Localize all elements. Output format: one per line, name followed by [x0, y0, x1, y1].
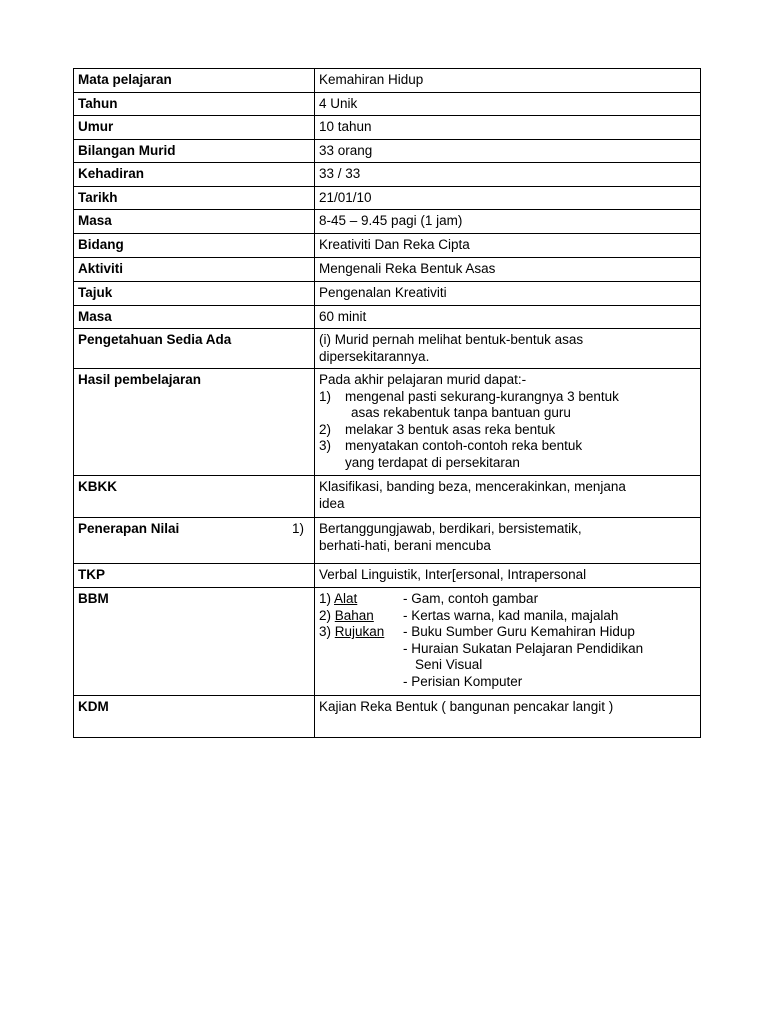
bbm-key: [319, 624, 403, 641]
table-row: [74, 282, 701, 306]
table-row: [74, 369, 701, 476]
item-text: melakar 3 bentuk asas reka bentuk: [345, 421, 556, 437]
row-label: Tahun: [74, 93, 315, 116]
bbm-key-text: Alat: [334, 591, 358, 606]
row-value: 8-45 – 9.45 pagi (1 jam): [315, 210, 701, 234]
row-value: [315, 518, 701, 564]
row-value: 21/01/10: [315, 187, 701, 210]
bbm-value: - Buku Sumber Guru Kemahiran Hidup: [403, 624, 635, 639]
item-number: 1): [292, 521, 305, 536]
row-value: [315, 329, 701, 369]
nilai-label-wrap: [78, 521, 310, 538]
row-value: [315, 369, 701, 476]
row-value: Mengenali Reka Bentuk Asas: [315, 258, 701, 282]
text-line: Pada akhir pelajaran murid dapat:-: [319, 372, 527, 387]
row-label: Aktiviti: [74, 258, 315, 282]
row-label: [74, 518, 315, 564]
row-value: Kreativiti Dan Reka Cipta: [315, 234, 701, 258]
row-label: TKP: [74, 564, 315, 588]
bbm-item: [319, 608, 696, 625]
text-line: dipersekitarannya.: [319, 348, 430, 364]
row-label: KBKK: [74, 476, 315, 518]
row-value: 4 Unik: [315, 93, 701, 116]
bbm-key-text: Rujukan: [334, 624, 385, 639]
row-label: BBM: [74, 588, 315, 696]
bbm-key: [319, 591, 403, 608]
row-label: KDM: [74, 696, 315, 738]
item-number: 2): [319, 421, 332, 437]
table-row: [74, 518, 701, 564]
table-row: [74, 187, 701, 210]
table-row: [74, 234, 701, 258]
bbm-value: - Kertas warna, kad manila, majalah: [403, 607, 619, 623]
row-label: Masa: [74, 210, 315, 234]
text-line: Klasifikasi, banding beza, mencerakinkan, menjana: [319, 479, 626, 494]
row-label: Pengetahuan Sedia Ada: [74, 329, 315, 369]
row-label: Bidang: [74, 234, 315, 258]
text-line: berhati-hati, berani mencuba: [319, 537, 491, 553]
row-value: Pengenalan Kreativiti: [315, 282, 701, 306]
bbm-key: [319, 608, 403, 625]
bbm-item: [319, 591, 696, 608]
list-item: [319, 438, 696, 455]
row-value: 33 / 33: [315, 163, 701, 187]
row-value: Verbal Linguistik, Inter[ersonal, Intrapersonal: [315, 564, 701, 588]
item-text: mengenal pasti sekurang-kurangnya 3 bentuk: [345, 388, 619, 404]
table-row: [74, 93, 701, 116]
row-value: Kajian Reka Bentuk ( bangunan pencakar langit ): [315, 696, 701, 738]
row-label: Masa: [74, 306, 315, 329]
bbm-value: Seni Visual: [415, 657, 483, 672]
item-number: 2): [319, 607, 332, 623]
label-text: Penerapan Nilai: [78, 521, 180, 536]
row-value: 10 tahun: [315, 116, 701, 140]
bbm-key-text: Bahan: [334, 607, 374, 623]
lesson-plan-table: [73, 68, 701, 738]
row-label: Tajuk: [74, 282, 315, 306]
text-line: (i) Murid pernah melihat bentuk-bentuk asas: [319, 332, 584, 347]
table-row: [74, 588, 701, 696]
item-continuation: yang terdapat di persekitaran: [345, 454, 520, 470]
table-row: [74, 306, 701, 329]
item-number: 3): [319, 438, 332, 453]
list-item: [319, 389, 696, 406]
row-label: Umur: [74, 116, 315, 140]
bbm-item: [319, 624, 696, 641]
item-number: 1): [319, 591, 332, 606]
item-number: 3): [319, 624, 332, 639]
item-continuation: asas rekabentuk tanpa bantuan guru: [351, 405, 571, 420]
table-row: [74, 140, 701, 163]
list-item: [319, 422, 696, 439]
text-line: Bertanggungjawab, berdikari, bersistematik,: [319, 521, 582, 536]
table-row: [74, 696, 701, 738]
row-value: 33 orang: [315, 140, 701, 163]
item-text: menyatakan contoh-contoh reka bentuk: [345, 438, 583, 453]
row-value: 60 minit: [315, 306, 701, 329]
row-label: Mata pelajaran: [74, 69, 315, 93]
row-value: Kemahiran Hidup: [315, 69, 701, 93]
table-row: [74, 564, 701, 588]
table-row: [74, 69, 701, 93]
table-row: [74, 163, 701, 187]
table-row: [74, 476, 701, 518]
row-label: Tarikh: [74, 187, 315, 210]
bbm-value: - Perisian Komputer: [403, 673, 523, 689]
bbm-value: - Gam, contoh gambar: [403, 591, 539, 606]
row-label: Hasil pembelajaran: [74, 369, 315, 476]
row-label: Kehadiran: [74, 163, 315, 187]
bbm-value: - Huraian Sukatan Pelajaran Pendidikan: [403, 640, 644, 656]
item-number: 1): [319, 388, 332, 404]
text-line: idea: [319, 495, 345, 511]
table-row: [74, 210, 701, 234]
table-row: [74, 329, 701, 369]
row-value: [315, 588, 701, 696]
table-row: [74, 258, 701, 282]
row-label: Bilangan Murid: [74, 140, 315, 163]
table-row: [74, 116, 701, 140]
row-value: [315, 476, 701, 518]
